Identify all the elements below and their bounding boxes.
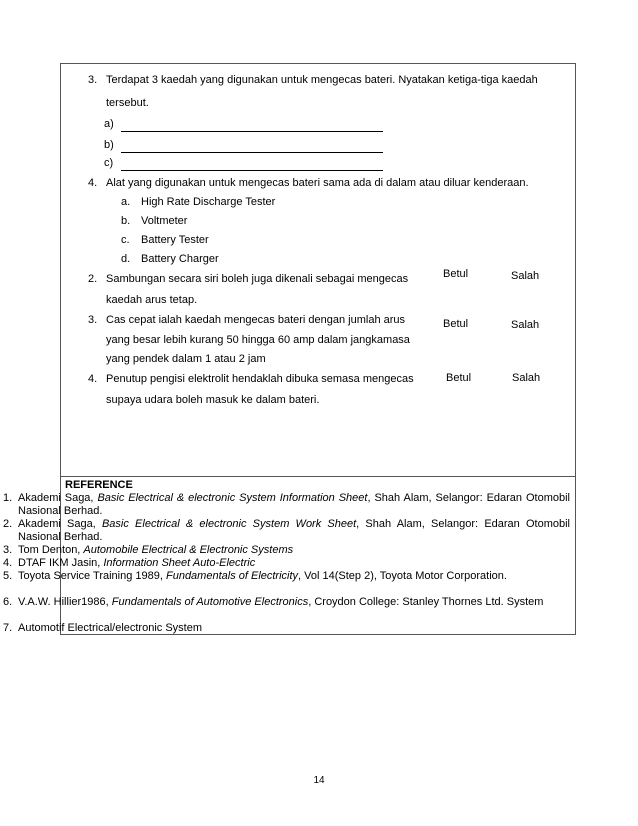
q4-option-d-label: d.	[121, 253, 131, 265]
q3-blank-a-label: a)	[104, 118, 114, 130]
questions-box	[60, 63, 576, 477]
q3-blank-b-line	[121, 151, 383, 153]
tf-2-line2: kaedah arus tetap.	[106, 294, 198, 306]
tf-4-true-label: Betul	[446, 372, 472, 384]
q3-blank-a-line	[121, 130, 383, 132]
page-number: 14	[313, 775, 325, 786]
tf-3-true-label: Betul	[443, 318, 469, 330]
q3-number: 3.	[88, 74, 98, 86]
q4-option-d-text: Battery Charger	[141, 253, 219, 265]
tf-3-line3: yang pendek dalam 1 atau 2 jam	[106, 353, 266, 365]
tf-3-line2: yang besar lebih kurang 50 hingga 60 amp dalam jangkamasa	[106, 334, 410, 346]
tf-4-false-label: Salah	[512, 372, 541, 384]
tf-4-line2: supaya udara boleh masuk ke dalam bateri.	[106, 394, 320, 406]
tf-2-number: 2.	[88, 273, 98, 285]
tf-2-line1: Sambungan secara siri boleh juga dikenali sebagai mengecas	[106, 273, 409, 285]
q4-option-c-label: c.	[121, 234, 130, 246]
tf-3-line1: Cas cepat ialah kaedah mengecas bateri dengan jumlah arus	[106, 314, 406, 326]
tf-4-number: 4.	[88, 373, 98, 385]
q4-option-a-label: a.	[121, 196, 131, 208]
q3-line2: tersebut.	[106, 97, 149, 109]
tf-3-number: 3.	[88, 314, 98, 326]
q4-option-a-text: High Rate Discharge Tester	[141, 196, 276, 208]
q3-blank-c-label: c)	[104, 157, 114, 169]
q4-option-b-label: b.	[121, 215, 131, 227]
tf-3-false-label: Salah	[511, 319, 540, 331]
q4-text: Alat yang digunakan untuk mengecas bateri sama ada di dalam atau diluar kenderaan.	[106, 177, 529, 189]
q4-number: 4.	[88, 177, 98, 189]
q3-line1: Terdapat 3 kaedah yang digunakan untuk mengecas bateri. Nyatakan ketiga-tiga kaedah	[106, 74, 538, 86]
q4-option-b-text: Voltmeter	[141, 215, 188, 227]
reference-heading: REFERENCE	[65, 479, 133, 491]
tf-4-line1: Penutup pengisi elektrolit hendaklah dibuka semasa mengecas	[106, 373, 414, 385]
q3-blank-b-label: b)	[104, 139, 114, 151]
tf-2-false-label: Salah	[511, 270, 540, 282]
q3-blank-c-line	[121, 169, 383, 171]
q4-option-c-text: Battery Tester	[141, 234, 209, 246]
tf-2-true-label: Betul	[443, 268, 469, 280]
